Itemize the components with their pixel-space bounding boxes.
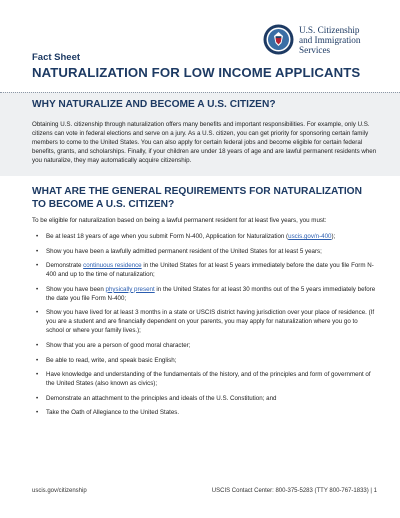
requirement-item: • Be able to read, write, and speak basic English; <box>32 356 377 365</box>
dhs-seal-icon <box>263 24 294 55</box>
requirements-list <box>32 232 377 423</box>
requirement-link[interactable]: uscis.gov/n-400 <box>288 233 332 240</box>
uscis-logo <box>263 20 383 60</box>
fact-sheet-label: Fact Sheet <box>32 52 81 63</box>
requirement-item: • Show you have lived for at least 3 months in a state or USCIS district having jurisdiction over your place of residence. (If you are a student and are financially dependent on your parents, you may apply for naturalization where you go to school or where your family lives.); <box>32 308 377 335</box>
page-title: NATURALIZATION FOR LOW INCOME APPLICANTS <box>32 65 361 80</box>
why-body: Obtaining U.S. citizenship through naturalization offers many benefits and important responsibilities. For example, only U.S. citizens can vote in federal elections and serve on a jury. As a U.S. citizen, you can get priority for sponsoring certain family members to come to the United States. You can also apply for certain federal jobs and become eligible for certain federal benefits, grants, and scholarships. Finally, if your children are under 18 years of age and are lawful permanent residents when you naturalize, they may automatically acquire citizenship. <box>32 121 377 165</box>
requirement-item: • Show you have been a lawfully admitted permanent resident of the United States for at least 5 years; <box>32 247 377 256</box>
requirement-item: • Show you have been physically present in the United States for at least 30 months out of the 5 years immediately before the date you file Form N-400; <box>32 285 377 303</box>
requirements-intro: To be eligible for naturalization based on being a lawful permanent resident for at least five years, you must: <box>32 217 327 224</box>
requirement-item: • Show that you are a person of good moral character; <box>32 341 377 350</box>
requirement-item: • Demonstrate an attachment to the principles and ideals of the U.S. Constitution; and <box>32 394 377 403</box>
agency-name: U.S. Citizenship and Immigration Services <box>299 25 361 55</box>
why-heading: WHY NATURALIZE AND BECOME A U.S. CITIZEN? <box>32 99 276 110</box>
requirement-item: • Demonstrate continuous residence in the United States for at least 5 years immediately before the date you file Form N-400 and up to the time of naturalization; <box>32 261 377 279</box>
requirements-heading: WHAT ARE THE GENERAL REQUIREMENTS FOR NATURALIZATION TO BECOME A U.S. CITIZEN? <box>32 186 362 210</box>
requirement-item: • Be at least 18 years of age when you submit Form N-400, Application for Naturalization (uscis.gov/n-400); <box>32 232 377 241</box>
requirement-item: • Have knowledge and understanding of the fundamentals of the history, and of the principles and form of government of the United States (also known as civics); <box>32 370 377 388</box>
why-naturalize-section <box>0 92 400 176</box>
footer-contact: USCIS Contact Center: 800-375-5283 (TTY 800-767-1833) | 1 <box>211 488 377 494</box>
requirement-link[interactable]: continuous residence <box>83 262 142 270</box>
requirement-link[interactable]: physically present <box>105 285 155 293</box>
footer-website[interactable]: uscis.gov/citizenship <box>32 488 87 494</box>
requirement-item: • Take the Oath of Allegiance to the United States. <box>32 408 377 417</box>
